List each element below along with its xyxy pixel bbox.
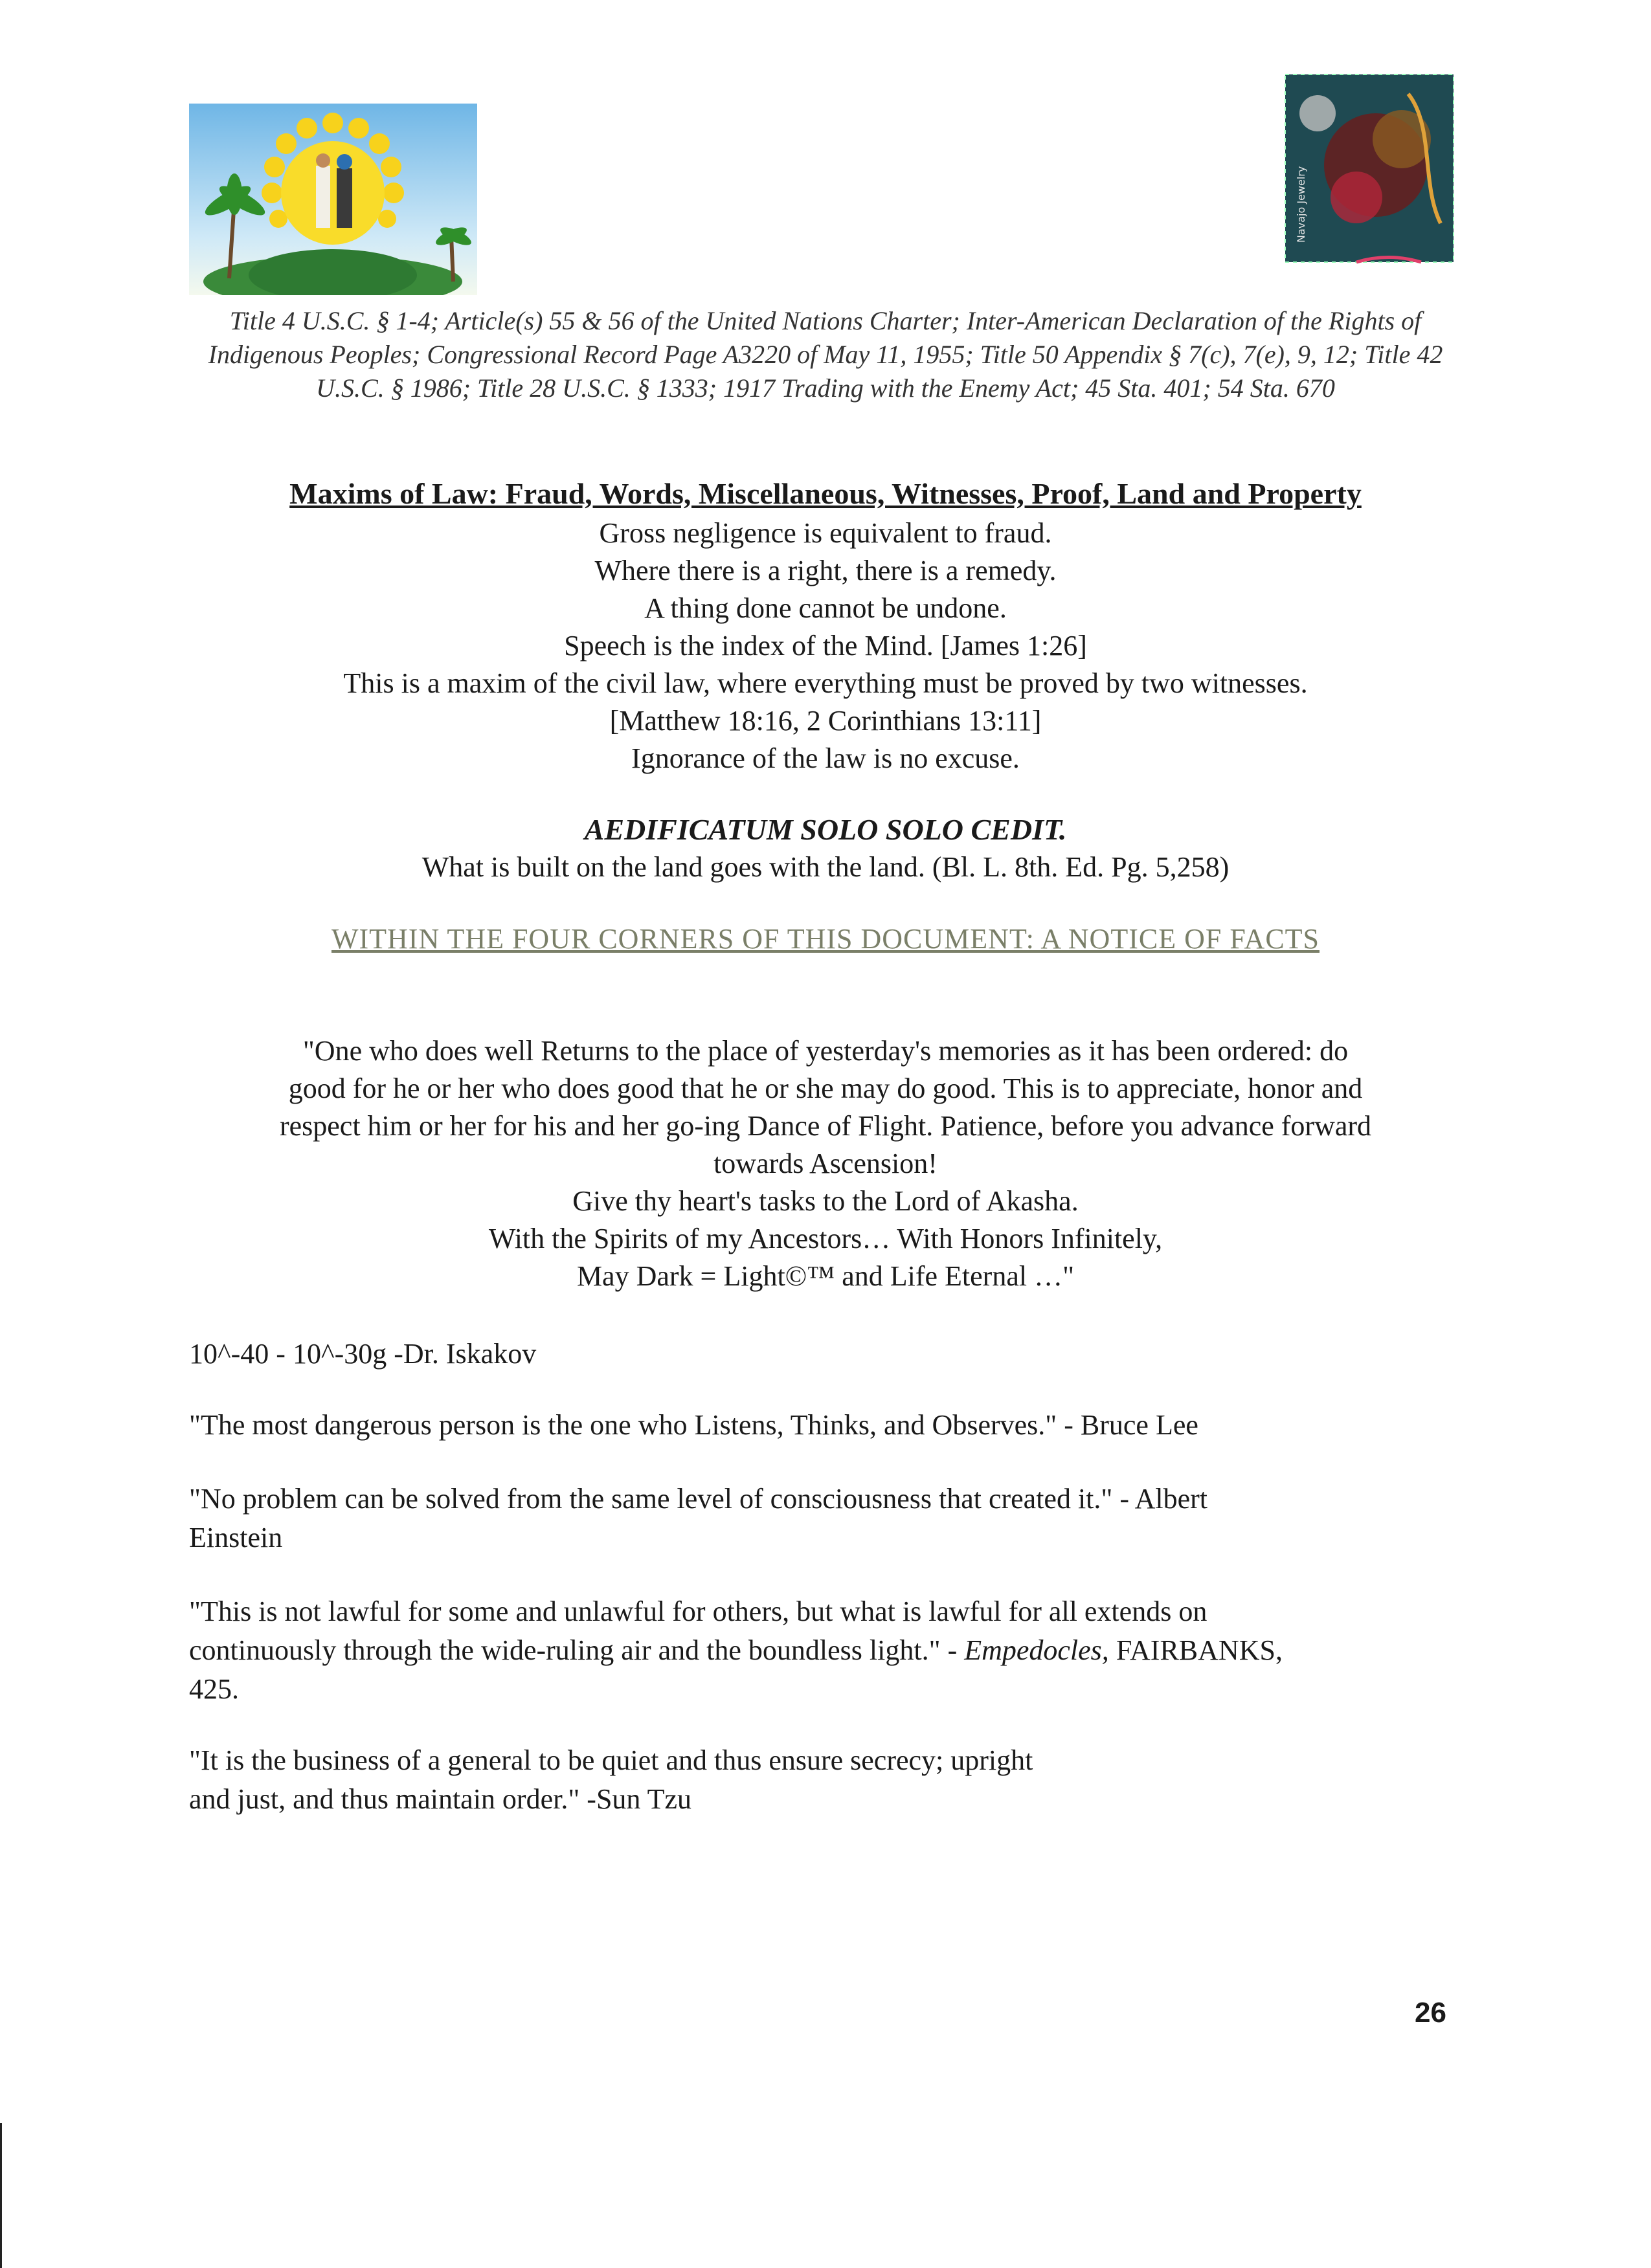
iskakov-quote: 10^-40 - 10^-30g -Dr. Iskakov [189, 1338, 537, 1370]
poem-line: respect him or her for his and her go-ing Dance of Flight. Patience, before you advance forward [279, 1110, 1372, 1142]
maxim-line: Ignorance of the law is no excuse. [631, 742, 1020, 774]
maxim-line: A thing done cannot be undone. [644, 592, 1007, 624]
maxim-line: This is a maxim of the civil law, where everything must be proved by two witnesses. [343, 667, 1308, 699]
poem-line: towards Ascension! [713, 1148, 938, 1179]
scan-edge-line [0, 2123, 2, 2268]
latin-maxim-translation: What is built on the land goes with the land. (Bl. L. 8th. Ed. Pg. 5,258) [421, 851, 1230, 883]
postage-stamp-image [1279, 68, 1460, 272]
flag-image [189, 104, 477, 295]
quote-line: "It is the business of a general to be quiet and thus ensure secrecy; upright [189, 1744, 1033, 1776]
poem-line: "One who does well Returns to the place of yesterday's memories as it has been ordered: do [302, 1035, 1349, 1067]
quote-line: 425. [189, 1673, 239, 1705]
page-number: 26 [1415, 1997, 1446, 2029]
poem-line: With the Spirits of my Ancestors… With Honors Infinitely, [488, 1223, 1163, 1254]
quote-author: Empedocles, [964, 1634, 1109, 1666]
maxim-line: Where there is a right, there is a remedy. [594, 555, 1057, 586]
quote-line: and just, and thus maintain order." -Sun Tzu [189, 1783, 692, 1815]
quote-source: FAIRBANKS, [1108, 1634, 1283, 1666]
notice-heading: WITHIN THE FOUR CORNERS OF THIS DOCUMENT: A NOTICE OF FACTS [331, 923, 1320, 955]
quote-line [189, 1631, 1471, 1670]
einstein-quote [189, 1480, 1471, 1557]
stamp-label: Navajo Jewelry [1295, 166, 1307, 243]
quote-text: continuously through the wide-ruling air and the boundless light." - [189, 1634, 965, 1666]
latin-maxim: AEDIFICATUM SOLO SOLO CEDIT. [584, 813, 1067, 846]
quote-line: Einstein [189, 1522, 283, 1553]
legal-citation: Title 4 U.S.C. § 1-4; Article(s) 55 & 56 of the United Nations Charter; Inter-American Declaration of the Rights of Indigenous Peoples; Congressional Record Page A3220 of May 11, 1955; Title 50 Appendix § 7(c), 7(e), 9, 12; Title 42 U.S.C. § 1986; Title 28 U.S.C. § 1333; 1917 Trading with the Enemy Act; 45 Sta. 401; 54 Sta. 670 [208, 306, 1443, 403]
maxim-line: Gross negligence is equivalent to fraud. [599, 517, 1052, 549]
poem-block [0, 1032, 1651, 1295]
poem-line: May Dark = Light©™ and Life Eternal …" [576, 1260, 1075, 1292]
bruce-lee-quote: "The most dangerous person is the one who Listens, Thinks, and Observes." - Bruce Lee [189, 1409, 1198, 1441]
empedocles-quote [189, 1592, 1471, 1709]
maxim-line: [Matthew 18:16, 2 Corinthians 13:11] [609, 705, 1042, 737]
quote-line: "This is not lawful for some and unlawful for others, but what is lawful for all extends on [189, 1595, 1207, 1627]
sun-tzu-quote [189, 1741, 1471, 1819]
maxims-heading: Maxims of Law: Fraud, Words, Miscellaneous, Witnesses, Proof, Land and Property [289, 477, 1362, 510]
poem-line: good for he or her who does good that he or she may do good. This is to appreciate, honor and [288, 1073, 1363, 1104]
poem-line: Give thy heart's tasks to the Lord of Akasha. [572, 1185, 1079, 1217]
quote-line: "No problem can be solved from the same level of consciousness that created it." - Albert [189, 1483, 1207, 1515]
maxim-line: Speech is the index of the Mind. [James 1:26] [564, 630, 1087, 662]
